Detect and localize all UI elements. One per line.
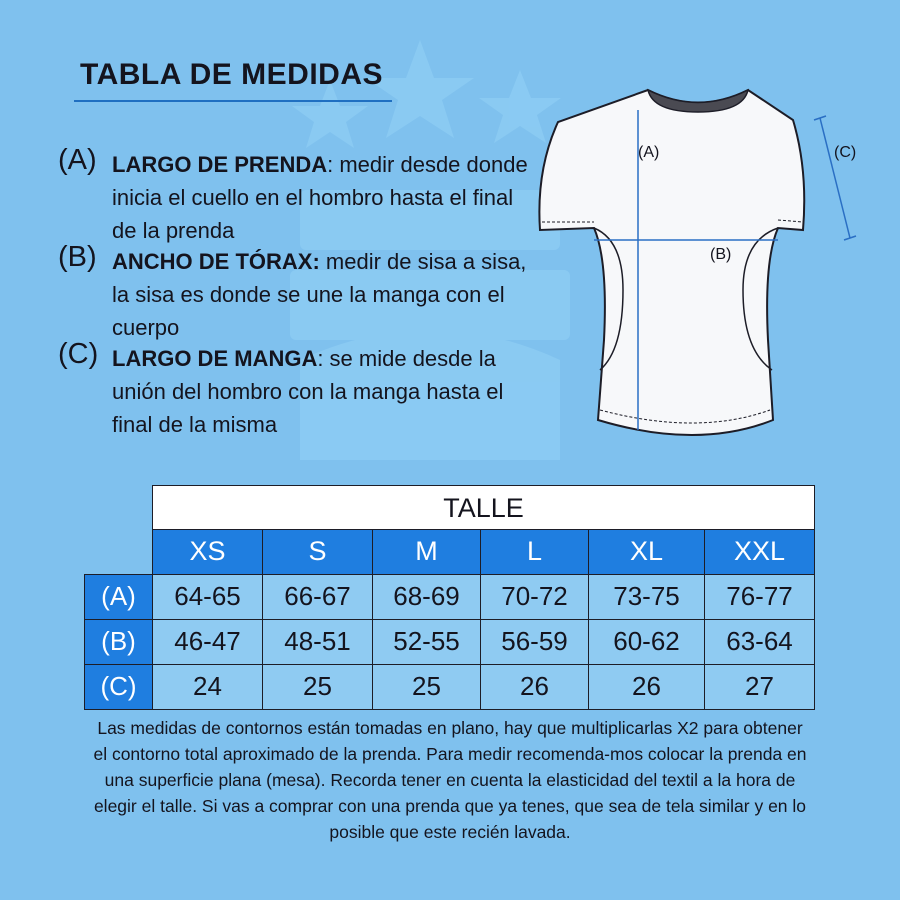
table-corner-blank [85,486,153,530]
measurement-note: Las medidas de contornos están tomadas en plano, hay que multiplicarlas X2 para obtener el contorno total aproximado de la prenda. Para medir recomenda-mos colocar la prenda en una superficie plana (mesa). Recorda tener en cuenta la elasticidad del textil a la hora de elegir el talle. Si vas a comprar con una prenda que ya tenes, que sea de tela similar y en lo posible que este recién lavada. [93,718,807,842]
definition-letter: (A) [58,144,97,176]
page-title: TABLA DE MEDIDAS [80,58,383,91]
table-cell: 27 [705,664,815,709]
definition-term: LARGO DE PRENDA [112,152,328,177]
definition-term: ANCHO DE TÓRAX: [112,249,320,274]
definition-text: : se mide desde la unión del hombro con la manga hasta el final de la misma [112,346,504,437]
table-cell: 25 [373,664,481,709]
table-cell: 64-65 [153,574,263,619]
size-header: XXL [705,530,815,575]
definition-c [58,338,528,441]
size-header: M [373,530,481,575]
table-cell: 52-55 [373,619,481,664]
table-row [85,619,815,664]
table-cell: 68-69 [373,574,481,619]
table-header-talle: TALLE [153,486,815,530]
table-cell: 63-64 [705,619,815,664]
title-underline [74,100,392,102]
table-cell: 25 [263,664,373,709]
table-cell: 60-62 [589,619,705,664]
definition-b [58,241,528,344]
definition-a [58,144,528,247]
table-cell: 73-75 [589,574,705,619]
table-row [85,664,815,709]
table-cell: 56-59 [481,619,589,664]
row-header: (B) [85,619,153,664]
table-cell: 26 [589,664,705,709]
dimension-label-a: (A) [638,144,660,161]
tshirt-diagram [528,80,868,460]
table-cell: 48-51 [263,619,373,664]
table-cell: 26 [481,664,589,709]
dimension-label-c: (C) [834,144,857,161]
size-header: XL [589,530,705,575]
size-header: S [263,530,373,575]
table-cell: 24 [153,664,263,709]
table-row [85,574,815,619]
size-header: XS [153,530,263,575]
definition-letter: (C) [58,338,99,370]
definition-term: LARGO DE MANGA [112,346,318,371]
size-header: L [481,530,589,575]
definition-text: medir de sisa a sisa, la sisa es donde se une la manga con el cuerpo [112,249,527,340]
row-header: (C) [85,664,153,709]
row-header: (A) [85,574,153,619]
table-cell: 70-72 [481,574,589,619]
definition-letter: (B) [58,241,97,273]
definition-text: : medir desde donde inicia el cuello en el hombro hasta el final de la prenda [112,152,528,243]
table-cell: 46-47 [153,619,263,664]
size-table [84,485,815,710]
tshirt-icon [528,80,868,460]
table-corner-blank [85,530,153,575]
table-cell: 76-77 [705,574,815,619]
dimension-label-b: (B) [710,246,732,263]
table-cell: 66-67 [263,574,373,619]
